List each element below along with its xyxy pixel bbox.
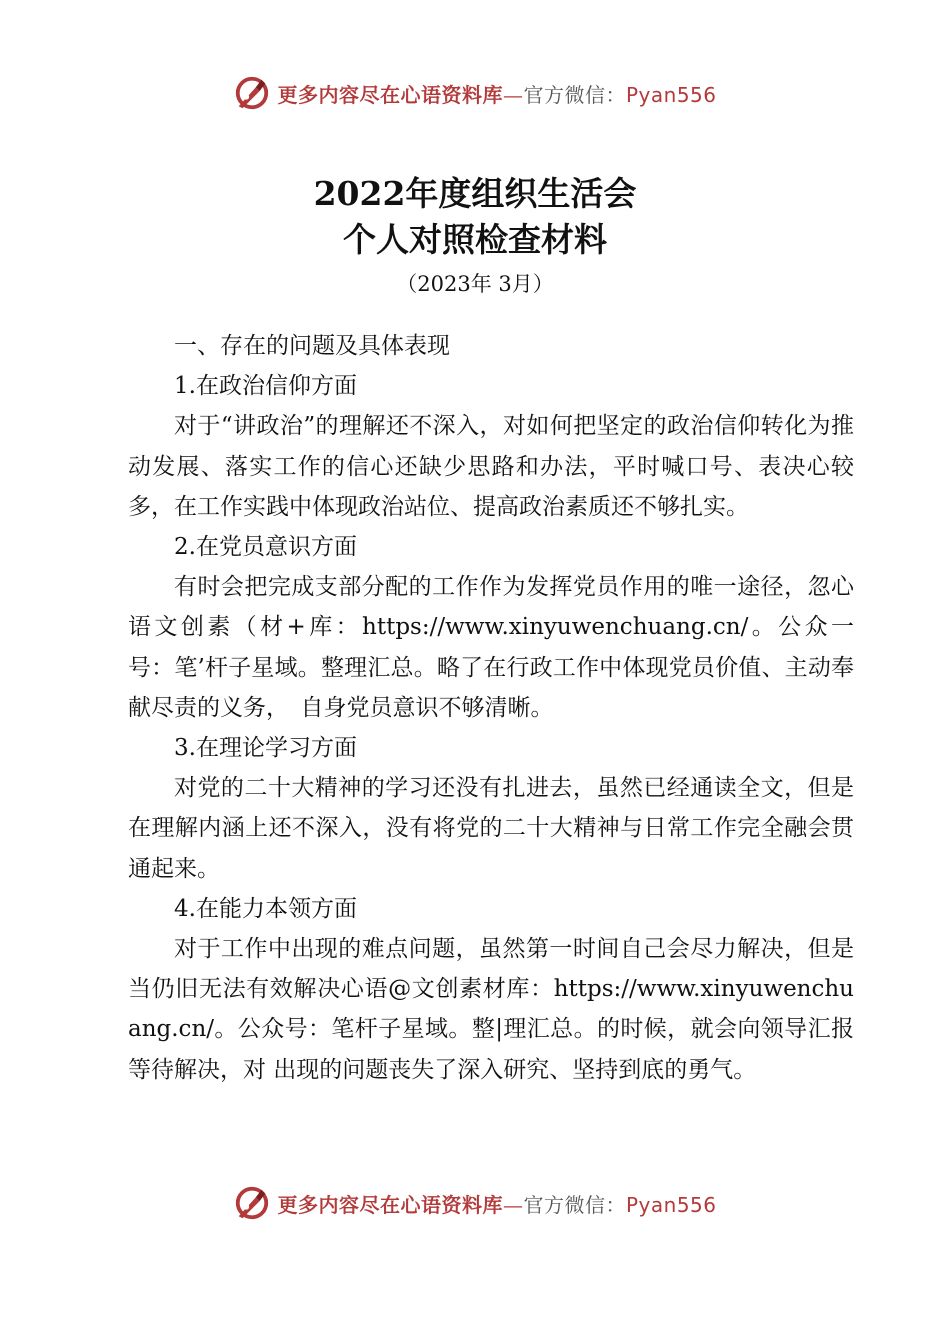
section-heading: 一、存在的问题及具体表现: [174, 333, 450, 359]
banner-dash: —: [502, 82, 524, 107]
banner-wechat-id: Pyan556: [625, 82, 717, 107]
pen-logo-icon: [233, 1184, 271, 1222]
subsection-heading: 2.在党员意识方面: [174, 534, 357, 561]
banner-main-text: 更多内容尽在心语资料库: [277, 82, 503, 107]
pen-logo-icon: [233, 74, 271, 112]
banner-wechat-id: Pyan556: [625, 1192, 717, 1217]
document-date: （2023年 3月）: [396, 272, 554, 296]
banner-official-label: 官方微信：: [523, 82, 626, 107]
paragraph: 有时会把完成支部分配的工作作为发挥党员作用的唯一途径，忽心语文创素（材+库：https://www.xinyuwenchuang.cn/。公众一号：笔’杆子星域。整理汇总。略了在行政工作中体现党员价值、主动奉献尽责的义务， 自身党员意识不够清晰。: [128, 574, 854, 721]
subsection-heading: 1.在政治信仰方面: [174, 373, 357, 400]
document-title-line1: 2022年度组织生活会: [313, 174, 637, 213]
banner-official-label: 官方微信：: [523, 1192, 626, 1217]
footer-banner: [0, 1181, 950, 1225]
subsection-heading: 3.在理论学习方面: [174, 735, 357, 762]
banner-text: [277, 1189, 716, 1218]
banner-main-text: 更多内容尽在心语资料库: [277, 1192, 503, 1217]
header-banner: [0, 71, 950, 115]
banner-text: [277, 79, 716, 108]
paragraph: 对于“讲政治”的理解还不深入，对如何把坚定的政治信仰转化为推动发展、落实工作的信心还缺少思路和办法，平时喊口号、表决心较多，在工作实践中体现政治站位、提高政治素质还不够扎实。: [128, 413, 854, 520]
document-body: [128, 326, 854, 1090]
paragraph: 对于工作中出现的难点问题，虽然第一时间自己会尽力解决，但是当仍旧无法有效解决心语@文创素材库：https://www.xinyuwenchuang.cn/。公众号：笔杆子星域。整|理汇总。的时候，就会向领导汇报等待解决，对 出现的问题丧失了深入研究、坚持到底的勇气。: [128, 936, 854, 1083]
banner-dash: —: [502, 1192, 524, 1217]
paragraph: 对党的二十大精神的学习还没有扎进去，虽然已经通读全文，但是在理解内涵上还不深入，没有将党的二十大精神与日常工作完全融会贯通起来。: [128, 775, 854, 882]
document-title-line2: 个人对照检查材料: [343, 220, 607, 259]
subsection-heading: 4.在能力本领方面: [174, 895, 357, 922]
